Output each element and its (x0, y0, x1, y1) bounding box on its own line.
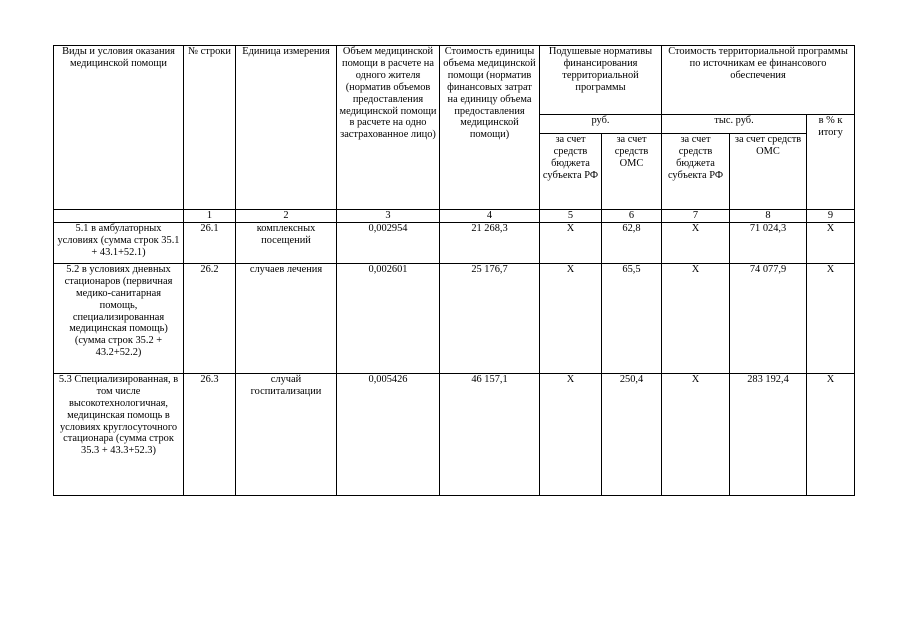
row-budget-rf-total: X (662, 222, 730, 263)
header-care-type: Виды и условия оказания медицинской помощи (54, 46, 184, 210)
column-number: 8 (730, 210, 807, 223)
row-budget-rf-total: X (662, 263, 730, 373)
header-program-cost: Стоимость территориальной программы по источникам ее финансового обеспечения (662, 46, 855, 115)
row-volume: 0,002601 (337, 263, 440, 373)
row-unit: случаев лечения (236, 263, 337, 373)
column-number: 5 (540, 210, 602, 223)
header-budget-rf: за счет средств бюджета субъекта РФ (540, 134, 602, 210)
row-budget-rf: X (540, 263, 602, 373)
table-row (54, 373, 855, 495)
row-budget-rf-total: X (662, 373, 730, 495)
row-unit-cost: 46 157,1 (440, 373, 540, 495)
row-unit: комплексных посещений (236, 222, 337, 263)
row-care-type: 5.2 в условиях дневных стационаров (первичная медико-санитарная помощь, специализированная медицинская помощь) (сумма строк 35.2 + 43.2+52.2) (54, 263, 184, 373)
row-budget-rf: X (540, 222, 602, 263)
row-oms-total: 74 077,9 (730, 263, 807, 373)
row-care-type: 5.3 Специализированная, в том числе высокотехнологичная, медицинская помощь в условиях круглосуточного стационара (сумма строк 35.3 + 43.3+52.3) (54, 373, 184, 495)
column-number: 3 (337, 210, 440, 223)
row-care-type: 5.1 в амбулаторных условиях (сумма строк 35.1 + 43.1+52.1) (54, 222, 184, 263)
column-number: 2 (236, 210, 337, 223)
header-budget-rf-total: за счет средств бюджета субъекта РФ (662, 134, 730, 210)
row-percent: X (807, 373, 855, 495)
row-volume: 0,005426 (337, 373, 440, 495)
header-unit-thousand-rub: тыс. руб. (662, 115, 807, 134)
row-oms: 250,4 (602, 373, 662, 495)
header-oms-total: за счет средств ОМС (730, 134, 807, 210)
table-row (54, 222, 855, 263)
row-line-number: 26.2 (184, 263, 236, 373)
column-number: 1 (184, 210, 236, 223)
row-budget-rf: X (540, 373, 602, 495)
column-number: 9 (807, 210, 855, 223)
table-row (54, 263, 855, 373)
row-oms-total: 71 024,3 (730, 222, 807, 263)
row-unit-cost: 21 268,3 (440, 222, 540, 263)
row-percent: X (807, 222, 855, 263)
header-oms: за счет средств ОМС (602, 134, 662, 210)
header-per-capita-norms: Подушевые нормативы финансирования территориальной программы (540, 46, 662, 115)
row-oms: 65,5 (602, 263, 662, 373)
row-unit: случай госпитализации (236, 373, 337, 495)
header-unit-rub: руб. (540, 115, 662, 134)
row-line-number: 26.1 (184, 222, 236, 263)
column-number-empty (54, 210, 184, 223)
header-unit: Единица измерения (236, 46, 337, 210)
medical-care-cost-table (53, 45, 855, 496)
header-percent-total: в % к итогу (807, 115, 855, 210)
column-number: 4 (440, 210, 540, 223)
row-volume: 0,002954 (337, 222, 440, 263)
column-number: 6 (602, 210, 662, 223)
row-line-number: 26.3 (184, 373, 236, 495)
column-number-row (54, 210, 855, 223)
row-percent: X (807, 263, 855, 373)
row-oms: 62,8 (602, 222, 662, 263)
row-unit-cost: 25 176,7 (440, 263, 540, 373)
column-number: 7 (662, 210, 730, 223)
header-unit-cost: Стоимость единицы объема медицинской помощи (норматив финансовых затрат на единицу объема предоставления медицинской помощи) (440, 46, 540, 210)
row-oms-total: 283 192,4 (730, 373, 807, 495)
header-line-number: № строки (184, 46, 236, 210)
header-volume-norm: Объем медицинской помощи в расчете на одного жителя (норматив объемов предоставления медицинской помощи в расчете на одно застрахованное лицо) (337, 46, 440, 210)
